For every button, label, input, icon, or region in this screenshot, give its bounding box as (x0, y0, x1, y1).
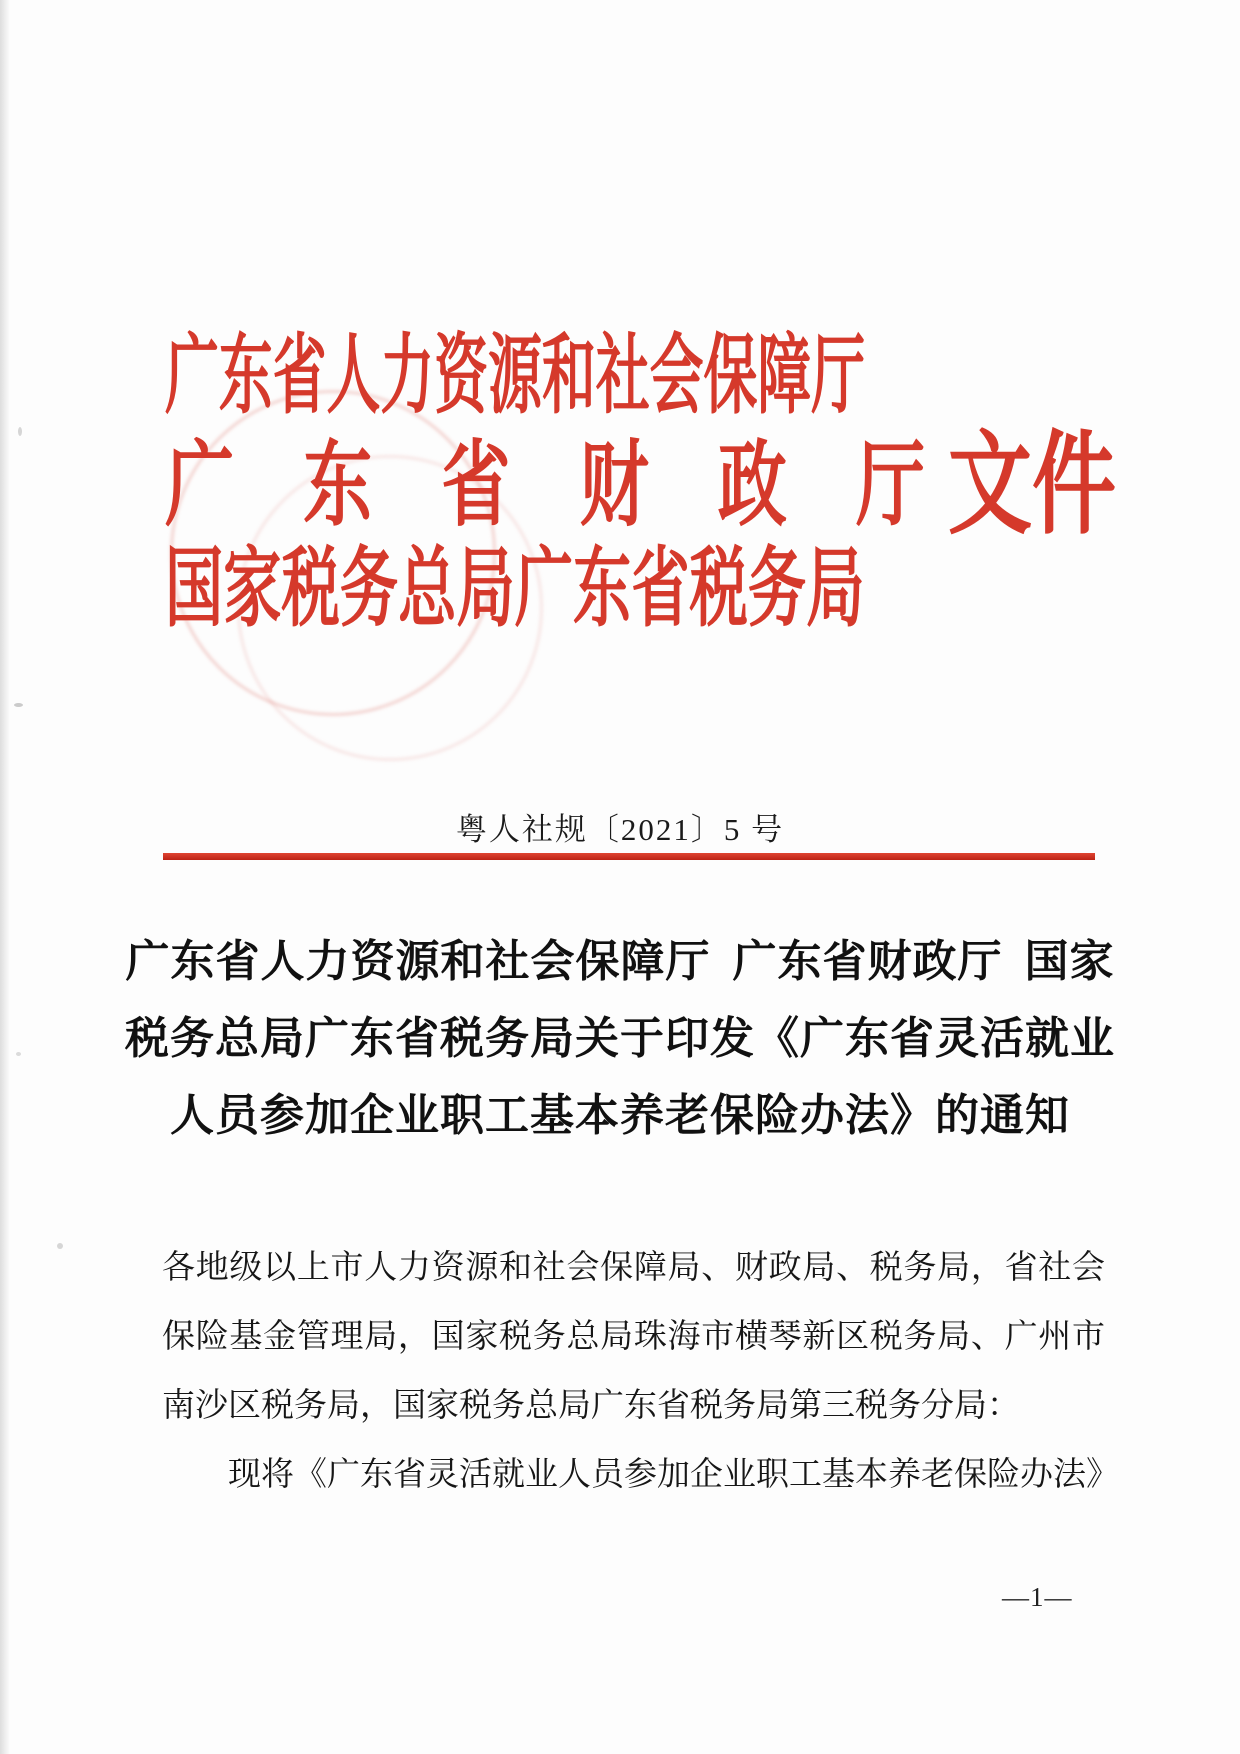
title-line-2: 税务总局广东省税务局关于印发《广东省灵活就业 (125, 1014, 1115, 1063)
scan-speck (18, 427, 22, 436)
document-title (0, 923, 1240, 1154)
body-line-4: 现将《广东省灵活就业人员参加企业职工基本养老保险办法》 (228, 1457, 1119, 1493)
document-body (162, 1234, 1119, 1510)
red-divider-line (163, 853, 1095, 860)
letterhead-agency-line-3: 国家税务总局广东省税务局 (165, 540, 865, 637)
title-line-3: 人员参加企业职工基本养老保险办法》的通知 (170, 1091, 1070, 1140)
body-line-1: 各地级以上市人力资源和社会保障局、财政局、税务局，省社会 (162, 1250, 1105, 1286)
scan-speck (57, 1243, 63, 1249)
scan-speck (14, 703, 23, 707)
body-line-3: 南沙区税务局，国家税务总局广东省税务局第三税务分局： (162, 1388, 1020, 1424)
document-number: 粤人社规〔2021〕5 号 (455, 812, 785, 847)
body-line-2: 保险基金管理局，国家税务总局珠海市横琴新区税务局、广州市 (162, 1319, 1105, 1355)
page-number: —1— (1002, 1582, 1073, 1612)
title-line-1: 广东省人力资源和社会保障厅 广东省财政厅 国家 (125, 937, 1115, 986)
letterhead-wenjian-label: 文件 (948, 424, 1116, 548)
scan-speck (16, 1052, 21, 1056)
scan-edge-shadow (0, 0, 10, 1754)
letterhead-agency-line-2: 广 东 省 财 政 厅 (165, 435, 926, 538)
letterhead-agency-line-1: 广东省人力资源和社会保障厅 (165, 327, 866, 424)
